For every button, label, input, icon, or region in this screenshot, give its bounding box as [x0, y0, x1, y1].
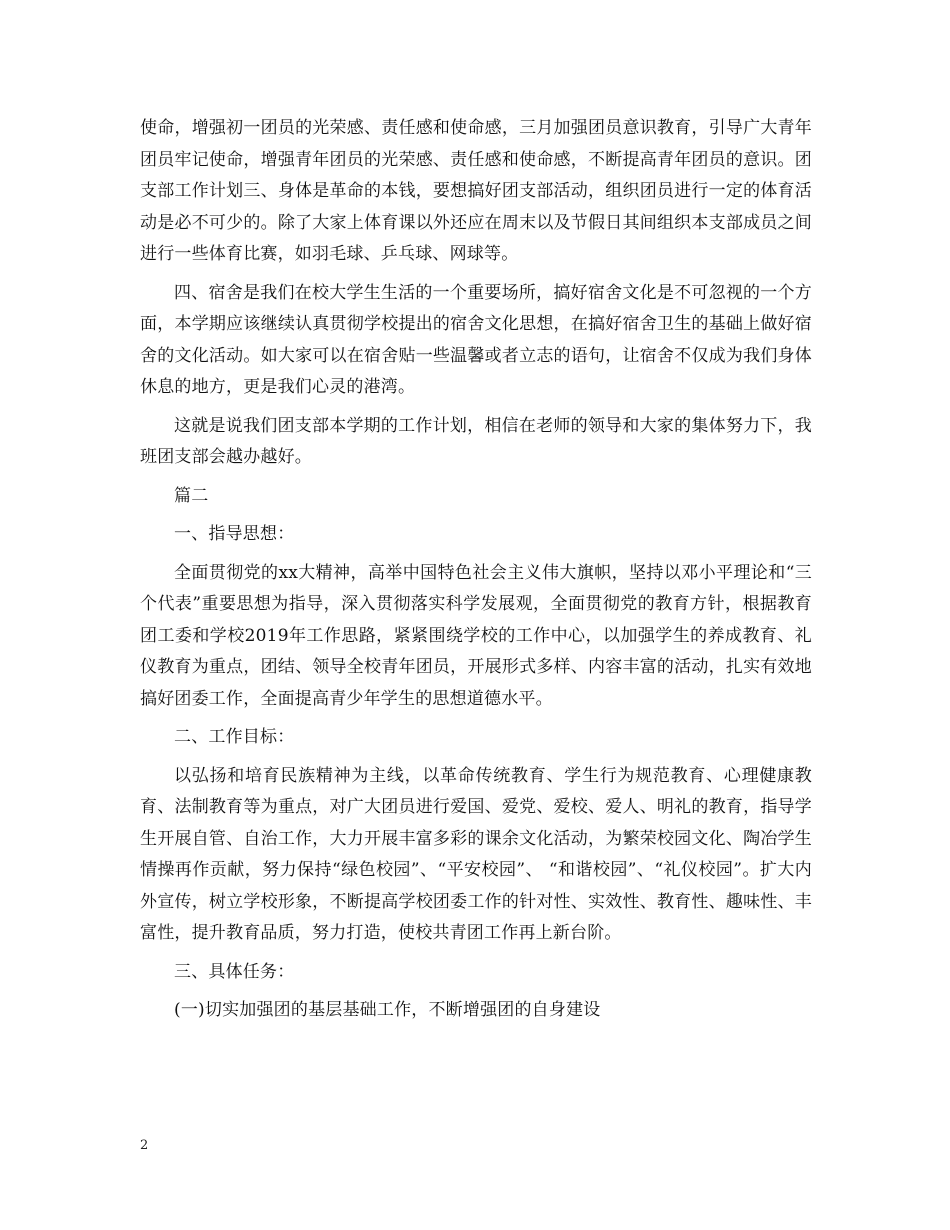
heading-work-goals: 二、工作目标： [174, 727, 295, 747]
section-title-part-two: 篇二 [174, 485, 209, 506]
paragraph-summary: 这就是说我们团支部本学期的工作计划，相信在老师的领导和大家的集体努力下，我班团支部会越办越好。 [140, 415, 812, 467]
paragraph-work-goals: 以弘扬和培育民族精神为主线，以革命传统教育、学生行为规范教育、心理健康教育、法制教育等为重点，对广大团员进行爱国、爱党、爱校、爱人、明礼的教育，指导学生开展自管、自治工作，大力开展丰富多彩的课余文化活动，为繁荣校园文化、陶冶学生情操再作贡献，努力保持“绿色校园”、“平安校园”、 “和谐校园”、“礼仪校园”。扩大内外宣传，树立学校形象，不断提高学校团委工作的针对性、实效性、教育性、趣味性、丰富性，提升教育品质，努力打造，使校共青团工作再上新台阶。 [140, 765, 812, 943]
heading-guiding-ideology: 一、指导思想： [174, 524, 295, 544]
paragraph-guiding-ideology: 全面贯彻党的xx大精神，高举中国特色社会主义伟大旗帜，坚持以邓小平理论和“三个代表”重要思想为指导，深入贯彻落实科学发展观，全面贯彻党的教育方针，根据教育团工委和学校2019年工作思路，紧紧围绕学校的工作中心，以加强学生的养成教育、礼仪教育为重点，团结、领导全校青年团员，开展形式多样、内容丰富的活动，扎实有效地搞好团委工作，全面提高青少年学生的思想道德水平。 [140, 562, 812, 709]
paragraph-continuation: 使命，增强初一团员的光荣感、责任感和使命感，三月加强团员意识教育，引导广大青年团员牢记使命，增强青年团员的光荣感、责任感和使命感，不断提高青年团员的意识。团支部工作计划三、身体是革命的本钱，要想搞好团支部活动，组织团员进行一定的体育活动是必不可少的。除了大家上体育课以外还应在周末以及节假日其间组织本支部成员之间进行一些体育比赛，如羽毛球、乒乓球、网球等。 [140, 118, 812, 264]
heading-specific-tasks: 三、具体任务： [174, 961, 295, 982]
page-number: 2 [140, 1138, 149, 1153]
document-body [140, 113, 812, 1034]
paragraph-dormitory: 四、宿舍是我们在校大学生生活的一个重要场所，搞好宿舍文化是不可忽视的一个方面，本学期应该继续认真贯彻学校提出的宿舍文化思想，在搞好宿舍卫生的基础上做好宿舍的文化活动。如大家可以在宿舍贴一些温馨或者立志的语句，让宿舍不仅成为我们身体休息的地方，更是我们心灵的港湾。 [140, 282, 812, 397]
task-item-one: (一)切实加强团的基层基础工作，不断增强团的自身建设 [174, 1000, 601, 1020]
